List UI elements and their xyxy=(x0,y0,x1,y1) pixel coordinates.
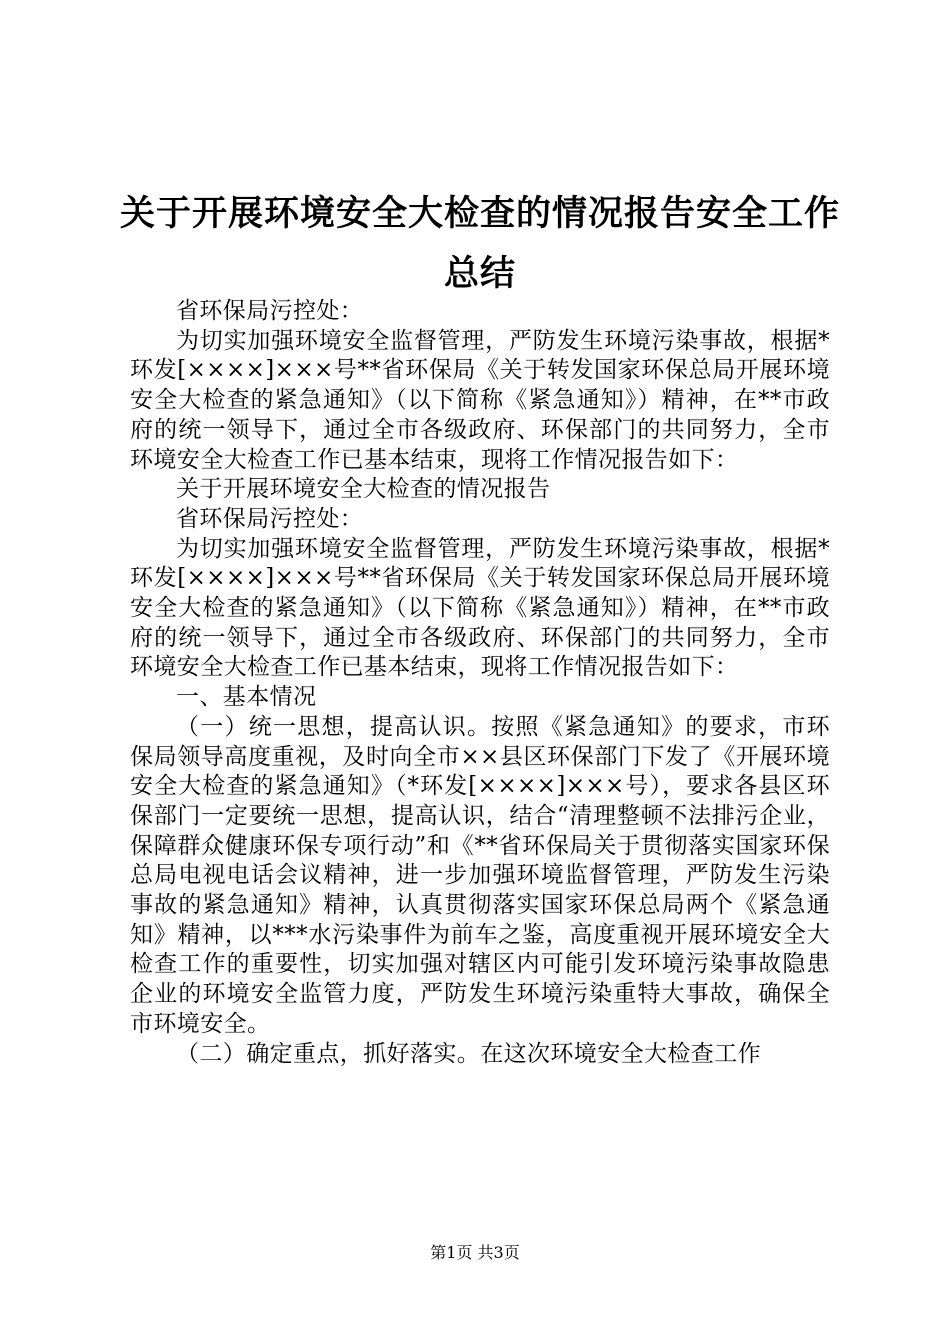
intro-paragraph: 为切实加强环境安全监督管理，严防发生环境污染事故，根据*环发[××××]×××号**省环保局《关于转发国家环保总局开展环境安全大检查的紧急通知》（以下简称《紧急通知》）精神，在**市政府的统一领导下，通过全市各级政府、环保部门的共同努力，全市环境安全大检查工作已基本结束，现将工作情况报告如下： xyxy=(130,327,830,473)
section-paragraph-2: （二）确定重点，抓好落实。在这次环境安全大检查工作 xyxy=(176,1040,761,1067)
document-body xyxy=(130,297,830,1069)
salutation-repeat: 省环保局污控处： xyxy=(176,505,364,532)
salutation: 省环保局污控处： xyxy=(176,298,364,324)
page-number: 第1页 共3页 xyxy=(430,1243,520,1262)
section-heading: 一、基本情况 xyxy=(176,684,317,711)
section-paragraph-1: （一）统一思想，提高认识。按照《紧急通知》的要求，市环保局领导高度重视，及时向全市××县区环保部门下发了《开展环境安全大检查的紧急通知》（*环发[××××]×××号），要求各县区环保部门一定要统一思想，提高认识，结合“清理整顿不法排污企业，保障群众健康环保专项行动”和《**省环保局关于贯彻落实国家环保总局电视电话会议精神，进一步加强环境监督管理，严防发生污染事故的紧急通知》精神，认真贯彻落实国家环保总局两个《紧急通知》精神，以***水污染事件为前车之鉴，高度重视开展环境安全大检查工作的重要性，切实加强对辖区内可能引发环境污染事故隐患企业的环境安全监管力度，严防发生环境污染重特大事故，确保全市环境安全。 xyxy=(130,713,830,1037)
document-title: 关于开展环境安全大检查的情况报告安全工作总结 xyxy=(119,193,840,294)
intro-paragraph-repeat: 为切实加强环境安全监督管理，严防发生环境污染事故，根据*环发[××××]×××号**省环保局《关于转发国家环保总局开展环境安全大检查的紧急通知》（以下简称《紧急通知》）精神，在**市政府的统一领导下，通过全市各级政府、环保部门的共同努力，全市环境安全大检查工作已基本结束，现将工作情况报告如下： xyxy=(130,535,830,681)
report-subtitle: 关于开展环境安全大检查的情况报告 xyxy=(176,476,551,503)
